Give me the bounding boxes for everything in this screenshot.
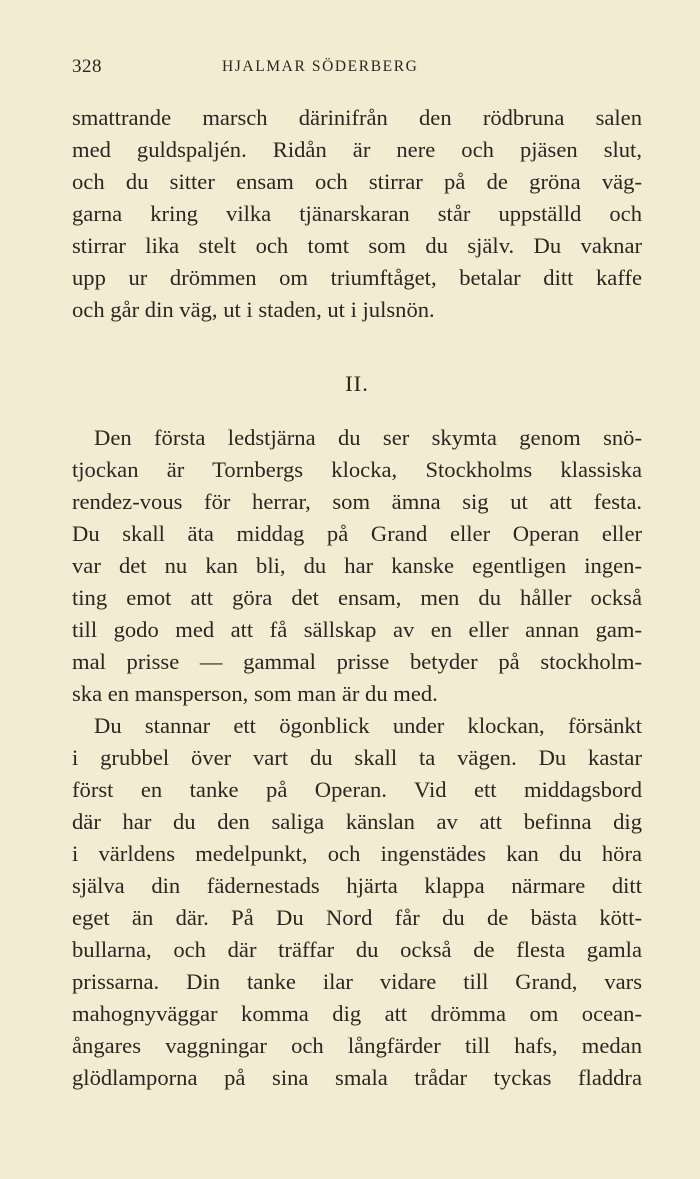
text-line: upp ur drömmen om triumftåget, betalar ditt kaffe: [72, 265, 642, 290]
text-line: ting emot att göra det ensam, men du håller också: [72, 585, 642, 610]
text-line: mahognyväggar komma dig att drömma om ocean-: [72, 1001, 642, 1026]
text-line: stirrar lika stelt och tomt som du själv. Du vaknar: [72, 233, 642, 258]
text-line: själva din fädernestads hjärta klappa närmare ditt: [72, 873, 642, 898]
text-line: i grubbel över vart du skall ta vägen. Du kastar: [72, 745, 642, 770]
text-line: glödlamporna på sina smala trådar tyckas fladdra: [72, 1065, 642, 1090]
text-line: ska en mansperson, som man är du med.: [72, 681, 438, 706]
text-line: tjockan är Tornbergs klocka, Stockholms klassiska: [72, 457, 642, 482]
text-line: där har du den saliga känslan av att befinna dig: [72, 809, 642, 834]
text-line: först en tanke på Operan. Vid ett middagsbord: [72, 777, 642, 802]
text-line: till godo med att få sällskap av en eller annan gam-: [72, 617, 642, 642]
page-number: 328: [72, 56, 102, 77]
running-head: HJALMAR SÖDERBERG: [222, 58, 419, 75]
text-line: Du skall äta middag på Grand eller Operan eller: [72, 521, 642, 546]
text-line: Du stannar ett ögonblick under klockan, försänkt: [94, 713, 642, 738]
text-line: garna kring vilka tjänarskaran står uppställd och: [72, 201, 642, 226]
text-line: eget än där. På Du Nord får du de bästa kött-: [72, 905, 642, 930]
text-line: i världens medelpunkt, och ingenstädes kan du höra: [72, 841, 642, 866]
text-line: rendez-vous för herrar, som ämna sig ut att festa.: [72, 489, 642, 514]
text-line: med guldspaljén. Ridån är nere och pjäsen slut,: [72, 137, 642, 162]
text-line: och går din väg, ut i staden, ut i julsnön.: [72, 297, 435, 322]
section-heading: II.: [345, 371, 369, 396]
text-line: bullarna, och där träffar du också de flesta gamla: [72, 937, 642, 962]
page-header: [72, 56, 642, 86]
text-line: och du sitter ensam och stirrar på de gröna väg-: [72, 169, 642, 194]
text-line: var det nu kan bli, du har kanske egentligen ingen-: [72, 553, 642, 578]
text-line: smattrande marsch därinifrån den rödbruna salen: [72, 105, 642, 130]
text-line: prissarna. Din tanke ilar vidare till Grand, vars: [72, 969, 642, 994]
text-line: mal prisse — gammal prisse betyder på stockholm-: [72, 649, 642, 674]
text-line: Den första ledstjärna du ser skymta genom snö-: [94, 425, 642, 450]
text-line: ångares vaggningar och långfärder till hafs, medan: [72, 1033, 642, 1058]
